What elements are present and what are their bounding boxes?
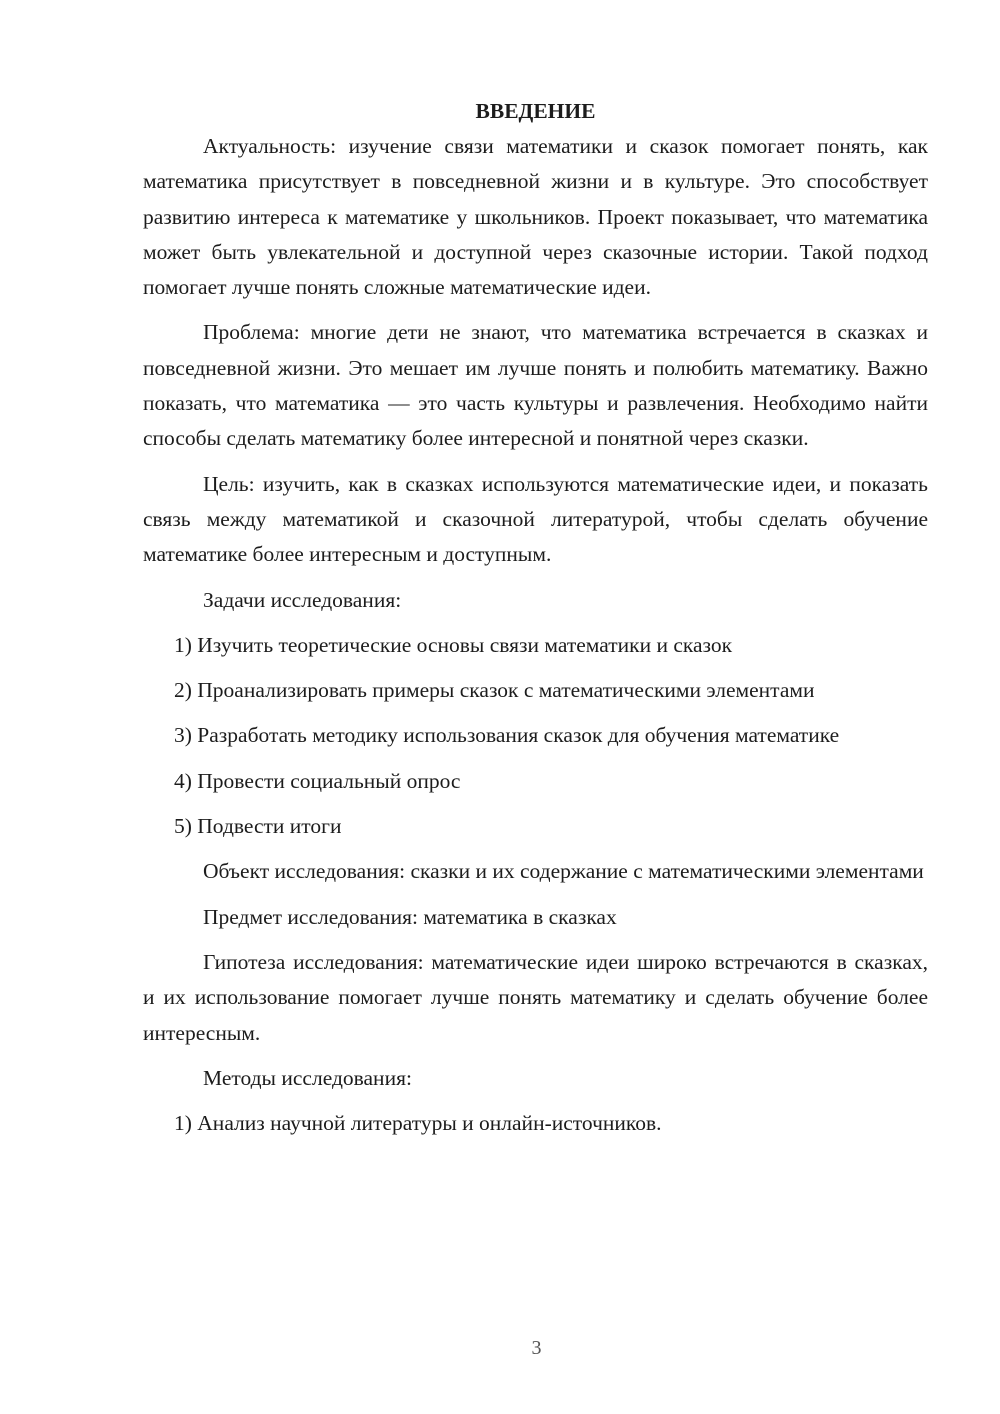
- methods-heading: Методы исследования:: [203, 1065, 412, 1090]
- task-item-1: 1) Изучить теоретические основы связи математики и сказок: [174, 632, 733, 657]
- paragraph-hypothesis: Гипотеза исследования: математические идеи широко встречаются в сказках, и их использование помогает лучше понять математику и сделать обучение более интересным.: [143, 949, 928, 1045]
- paragraph-relevance: Актуальность: изучение связи математики и сказок помогает понять, как математика присутствует в повседневной жизни и в культуре. Это способствует развитию интереса к математике у школьников. Проект показывает, что математика может быть увлекательной и доступной через сказочные истории. Такой подход помогает лучше понять сложные математические идеи.: [143, 134, 928, 300]
- paragraph-problem: Проблема: многие дети не знают, что математика встречается в сказках и повседневной жизни. Это мешает им лучше понять и полюбить математику. Важно показать, что математика — это часть культуры и развлечения. Необходимо найти способы сделать математику более интересной и понятной через сказки.: [143, 320, 928, 451]
- method-item-1: 1) Анализ научной литературы и онлайн-источников.: [174, 1111, 662, 1136]
- page-content: [143, 96, 928, 1151]
- paragraph-object: Объект исследования: сказки и их содержание с математическими элементами: [203, 859, 924, 884]
- page-number: 3: [531, 1337, 542, 1359]
- task-item-5: 5) Подвести итоги: [174, 814, 342, 839]
- task-item-3: 3) Разработать методику использования сказок для обучения математике: [174, 723, 840, 748]
- task-item-4: 4) Провести социальный опрос: [174, 768, 461, 793]
- task-item-2: 2) Проанализировать примеры сказок с математическими элементами: [174, 678, 815, 703]
- paragraph-goal: Цель: изучить, как в сказках используются математические идеи, и показать связь между математикой и сказочной литературой, чтобы сделать обучение математике более интересным и доступным.: [143, 471, 928, 567]
- paragraph-subject: Предмет исследования: математика в сказках: [203, 904, 617, 929]
- tasks-heading: Задачи исследования:: [203, 587, 402, 612]
- section-title: ВВЕДЕНИЕ: [475, 99, 596, 123]
